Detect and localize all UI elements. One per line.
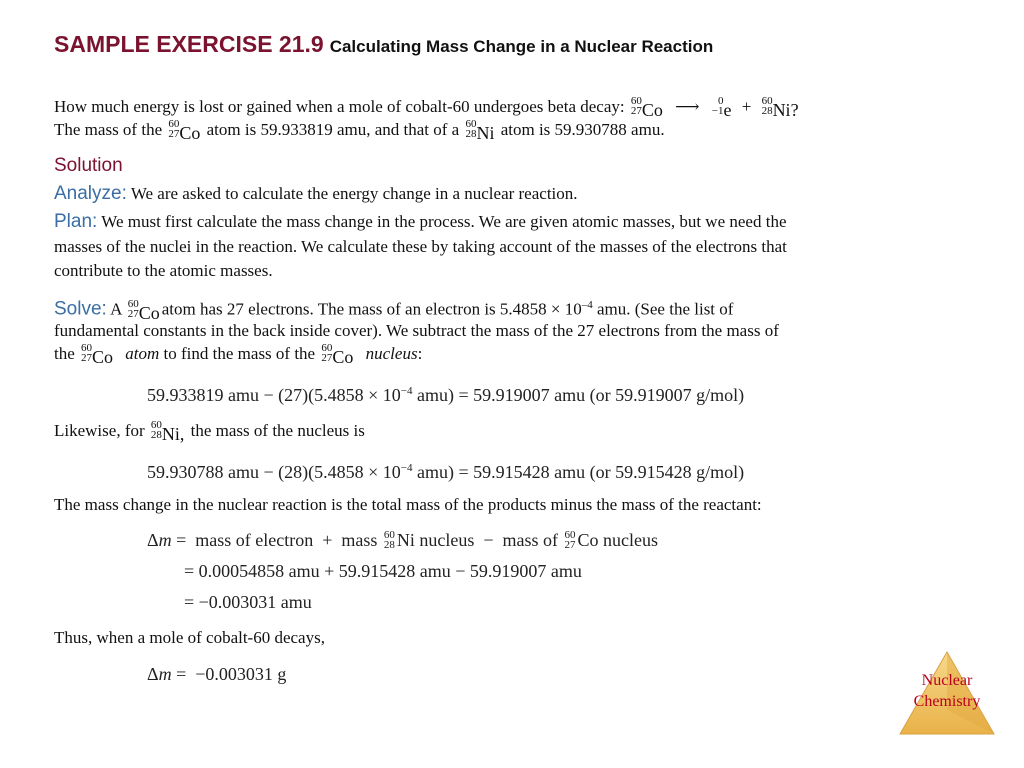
solve-line-1: Solve: A 60 27Co atom has 27 electrons. The mass of an electron is $5.4858 \times 10^{-4}$ amu. (See the list of	[54, 297, 734, 323]
analyze-label: Analyze:	[54, 183, 127, 204]
exercise-number: SAMPLE EXERCISE 21.9	[54, 31, 324, 57]
thus-text: Thus, when a mole of cobalt-60 decays,	[54, 628, 325, 647]
problem-line-2: The mass of the 60 27Co atom is 59.933819 amu, and that of a 60 28Ni atom is 59.930788 amu.	[54, 118, 665, 143]
nuclear-chemistry-label: Nuclear Chemistry	[913, 672, 981, 710]
equation-co-nucleus-mass: 59.933819 amu − $(27)(5.4858 \times 10^{-4}$ amu) = 59.919007 amu (or 59.919007 g/mol)	[147, 385, 745, 405]
analyze-line	[54, 183, 578, 205]
nuclide-ni-60: 60 28	[383, 529, 395, 551]
equation-delta-m-line-2: = 0.00054858 amu + 59.915428 amu − 59.919007 amu	[184, 561, 582, 581]
solve-line-3: the 60 27Co atom to find the mass of the 60 27Co nucleus:	[54, 342, 423, 367]
plus-sign: +	[741, 97, 752, 116]
nuclide-co-60: 60 27Co	[321, 342, 354, 367]
nuclide-electron: 0 −1e	[711, 95, 732, 120]
slide-title	[54, 31, 713, 58]
nuclide-ni-60: 60 28Ni,	[150, 419, 185, 444]
nuclide-ni-60: 60 28Ni	[465, 118, 495, 143]
nuclide-ni-60: 60 28Ni?	[761, 95, 799, 120]
nuclide-co-60: 60 27Co	[81, 342, 114, 367]
reaction-arrow: ⟶	[675, 97, 700, 116]
equation-ni-nucleus-mass: 59.930788 amu − $(28)(5.4858 \times 10^{-4}$ amu) = 59.915428 amu (or 59.915428 g/mol)	[147, 462, 745, 482]
exercise-subtitle: Calculating Mass Change in a Nuclear Reaction	[329, 37, 714, 56]
analyze-text: We are asked to calculate the energy change in a nuclear reaction.	[130, 184, 578, 203]
plan-line-2: masses of the nuclei in the reaction. We calculate these by taking account of the masses of the electrons that	[54, 237, 787, 256]
equation-delta-m-final: Δm = −0.003031 g	[147, 664, 287, 684]
plan-line-3: contribute to the atomic masses.	[54, 261, 273, 280]
solution-heading: Solution	[54, 155, 123, 176]
equation-delta-m-line-3: = −0.003031 amu	[184, 592, 312, 612]
solve-label: Solve:	[54, 298, 107, 320]
likewise-line: Likewise, for 60 28Ni, the mass of the nucleus is	[54, 419, 365, 444]
nuclide-co-60: 60 27	[564, 529, 576, 551]
mass-change-text: The mass change in the nuclear reaction is the total mass of the products minus the mass of the reactant:	[54, 495, 762, 514]
solve-line-2: fundamental constants in the back inside cover). We subtract the mass of the 27 electrons from the mass of	[54, 321, 779, 340]
nuclide-co-60: 60 27Co	[127, 297, 160, 323]
problem-text: How much energy is lost or gained when a mole of cobalt-60 undergoes beta decay:	[54, 97, 625, 116]
plan-label: Plan:	[54, 211, 98, 232]
nuclide-co-60: 60 27Co	[630, 95, 663, 120]
nuclide-co-60: 60 27Co	[168, 118, 201, 143]
plan-line-1: Plan: We must first calculate the mass change in the process. We are given atomic masses, but we need the	[54, 211, 787, 232]
equation-delta-m-line-1: Δm = mass of electron + mass 60 28 Ni nucleus − mass of 60 27 Co nucleus	[147, 528, 658, 556]
